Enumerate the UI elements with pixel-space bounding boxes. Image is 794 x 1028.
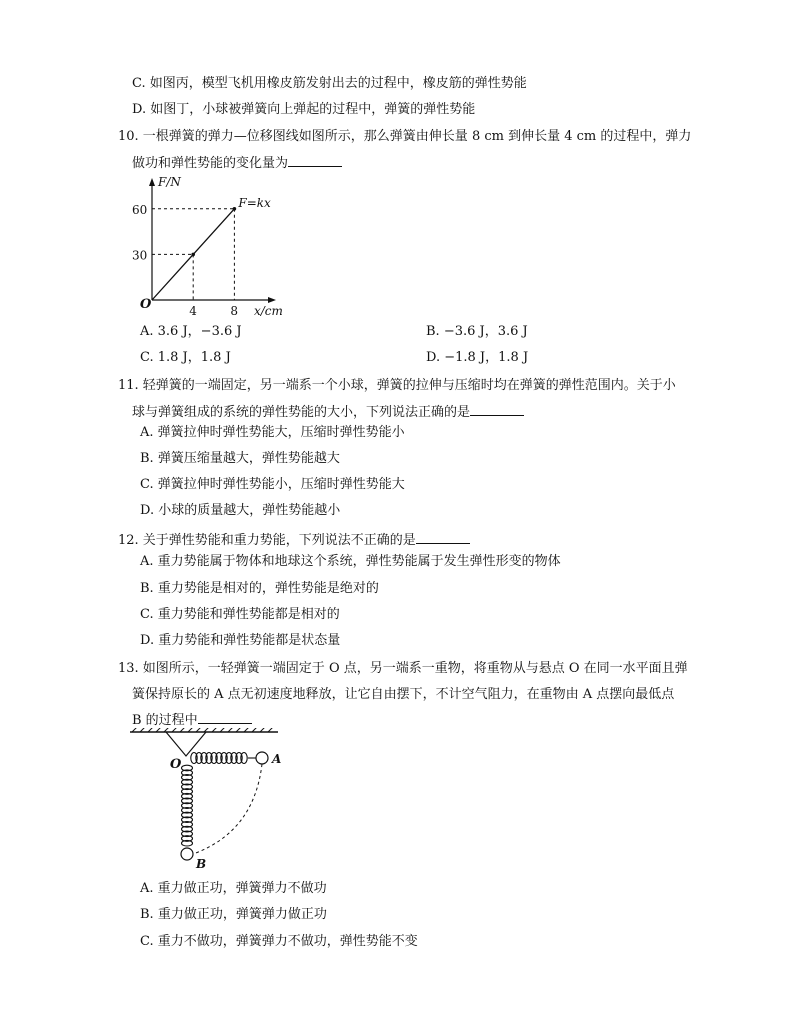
x-tick-4: 4 <box>189 304 197 318</box>
q12-text-line1: 12. 关于弹性势能和重力势能，下列说法不正确的是 <box>118 530 470 550</box>
q10-text-line1: 10. 一根弹簧的弹力—位移图线如图所示，那么弹簧由伸长量 8 cm 到伸长量 4 cm 的过程中，弹力 <box>118 129 692 144</box>
answer-blank[interactable] <box>470 402 524 416</box>
q13-option-b[interactable]: B. 重力做正功，弹簧弹力做正功 <box>140 907 327 922</box>
x-axis-arrow <box>268 297 276 303</box>
q10-option-d[interactable]: D. −1.8 J，1.8 J <box>426 350 529 365</box>
q11-option-c[interactable]: C. 弹簧拉伸时弹性势能小，压缩时弹性势能大 <box>140 477 405 492</box>
x-tick-8: 8 <box>230 304 239 318</box>
mass-at-b <box>181 848 193 860</box>
answer-blank[interactable] <box>416 530 470 544</box>
q13-text-line2: 簧保持原长的 A 点无初速度地释放，让它自由摆下，不计空气阻力，在重物由 A 点摆向最低点 <box>132 687 675 702</box>
q13-option-c[interactable]: C. 重力不做功，弹簧弹力不做功，弹性势能不变 <box>140 934 418 949</box>
q12-option-d[interactable]: D. 重力势能和弹性势能都是状态量 <box>140 633 341 648</box>
label-a: A <box>272 752 282 766</box>
q11-option-b[interactable]: B. 弹簧压缩量越大，弹性势能越大 <box>140 451 340 466</box>
q11-option-a[interactable]: A. 弹簧拉伸时弹性势能大，压缩时弹性势能小 <box>140 425 405 440</box>
label-b: B <box>196 857 207 870</box>
q11-option-d[interactable]: D. 小球的质量越大，弹性势能越小 <box>140 503 341 518</box>
y-tick-30: 30 <box>132 248 148 263</box>
option-d-prev: D. 如图丁，小球被弹簧向上弹起的过程中，弹簧的弹性势能 <box>132 102 476 117</box>
q11-text-line1: 11. 轻弹簧的一端固定，另一端系一个小球，弹簧的拉伸与压缩时均在弹簧的弹性范围内。关于小 <box>118 378 676 393</box>
q13-text-line1: 13. 如图所示，一轻弹簧一端固定于 O 点，另一端系一重物，将重物从与悬点 O 在同一水平面且弹 <box>118 661 688 676</box>
q13-text-line3: B 的过程中 <box>132 710 252 730</box>
mass-at-a <box>256 752 268 764</box>
label-o: O <box>170 757 182 772</box>
q10-text-line2: 做功和弹性势能的变化量为 <box>132 153 342 173</box>
q10-option-c[interactable]: C. 1.8 J，1.8 J <box>140 350 231 365</box>
y-tick-60: 60 <box>132 202 148 217</box>
q13-option-a[interactable]: A. 重力做正功，弹簧弹力不做功 <box>140 881 327 896</box>
q12-option-b[interactable]: B. 重力势能是相对的，弹性势能是绝对的 <box>140 581 379 596</box>
option-c-prev: C. 如图丙，模型飞机用橡皮筋发射出去的过程中，橡皮筋的弹性势能 <box>132 76 527 91</box>
horizontal-spring <box>191 753 247 764</box>
formula-annotation: F=kx <box>238 195 271 210</box>
y-axis-arrow <box>149 178 155 186</box>
q13-spring-pendulum-figure <box>128 728 288 870</box>
q12-option-c[interactable]: C. 重力势能和弹性势能都是相对的 <box>140 607 340 622</box>
answer-blank[interactable] <box>288 153 342 167</box>
vertical-spring <box>182 765 193 846</box>
swing-path-arc <box>193 764 262 854</box>
q10-force-displacement-chart <box>128 172 288 322</box>
q10-option-b[interactable]: B. −3.6 J，3.6 J <box>426 324 528 339</box>
origin-label: O <box>140 297 152 312</box>
answer-blank[interactable] <box>198 710 252 724</box>
y-axis-label: F/N <box>158 175 181 189</box>
x-axis-label: x/cm <box>254 304 283 318</box>
q11-text-line2: 球与弹簧组成的系统的弹性势能的大小，下列说法正确的是 <box>132 402 524 422</box>
q10-option-a[interactable]: A. 3.6 J，−3.6 J <box>140 324 242 339</box>
q12-option-a[interactable]: A. 重力势能属于物体和地球这个系统，弹性势能属于发生弹性形变的物体 <box>140 554 561 569</box>
